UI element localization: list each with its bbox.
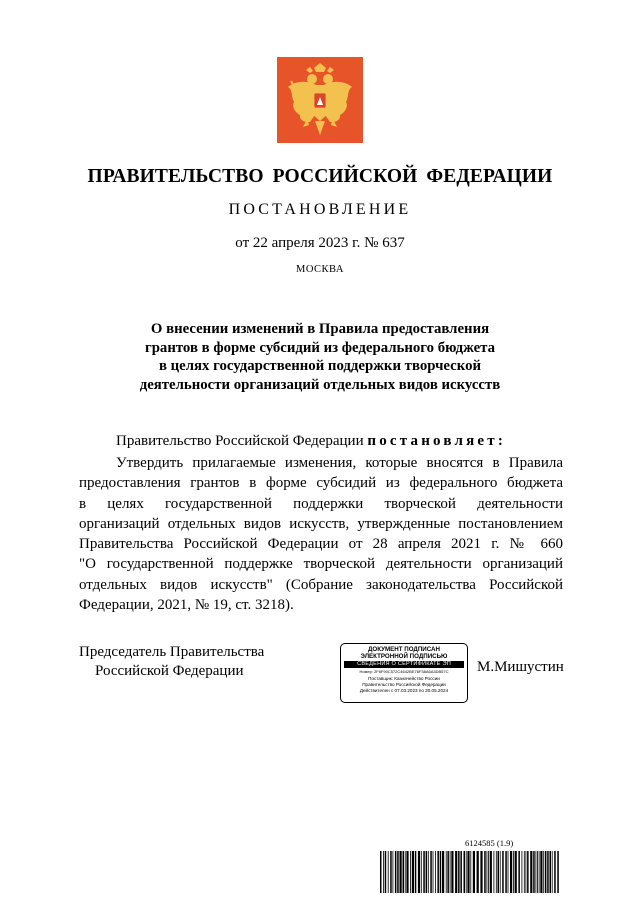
barcode bbox=[380, 851, 562, 898]
government-title: ПРАВИТЕЛЬСТВО РОССИЙСКОЙ ФЕДЕРАЦИИ bbox=[87, 166, 553, 187]
signatory-position bbox=[79, 643, 264, 681]
document-type: ПОСТАНОВЛЕНИЕ bbox=[228, 201, 412, 218]
stamp-line: Правительство Российской Федерации bbox=[362, 681, 446, 687]
stamp-certificate-header: СВЕДЕНИЯ О СЕРТИФИКАТЕ ЭП bbox=[344, 661, 464, 668]
body-line: Федерации, 2021, № 19, ст. 3218). bbox=[79, 597, 294, 614]
stamp-validity: Действителен с 07.03.2023 по 30.05.2024 bbox=[359, 687, 449, 693]
body-line: предоставления грантов в форме субсидий из федерального бюджета bbox=[79, 475, 563, 492]
document-body bbox=[79, 453, 563, 615]
body-line: Утвердить прилагаемые изменения, которые вносятся в Правила bbox=[116, 455, 563, 471]
subject-line: деятельности организаций отдельных видов искусств bbox=[139, 376, 501, 393]
signer-name: М.Мишустин bbox=[477, 659, 564, 675]
preamble bbox=[116, 433, 506, 450]
body-line: Правительства Российской Федерации от 28 апреля 2021 г. № 660 bbox=[79, 536, 563, 553]
subject-line: в целях государственной поддержки творческой bbox=[158, 358, 482, 374]
document-id: 6124585 (1.9) bbox=[465, 838, 514, 848]
body-line: "О государственной поддержке творческой деятельности организаций bbox=[79, 556, 563, 573]
stamp-line: ДОКУМЕНТ ПОДПИСАН bbox=[368, 646, 440, 653]
body-line: в целях государственной поддержки творческой деятельности bbox=[79, 495, 563, 512]
decree-word: постановляет: bbox=[367, 433, 507, 449]
position-line: Председатель Правительства bbox=[79, 644, 265, 660]
position-line: Российской Федерации bbox=[95, 663, 244, 679]
subject-line: грантов в форме субсидий из федерального бюджета bbox=[144, 339, 496, 356]
body-line: отдельных видов искусств" (Собрание законодательства Российской bbox=[79, 576, 563, 593]
stamp-line: Поставщик: Казначейство России bbox=[368, 675, 440, 681]
document-date-number: от 22 апреля 2023 г. № 637 bbox=[235, 235, 405, 251]
body-line: организаций отдельных видов искусств, утвержденные постановлением bbox=[79, 515, 563, 532]
document-city: МОСКВА bbox=[296, 264, 344, 275]
preamble-text: Правительство Российской Федерации bbox=[116, 433, 368, 449]
stamp-line: ЭЛЕКТРОННОЙ ПОДПИСЬЮ bbox=[360, 653, 448, 661]
document-subject bbox=[0, 320, 640, 394]
electronic-signature-stamp bbox=[340, 643, 468, 703]
stamp-cert-number: Номер: 2F6F90C572C4642BE76F38A6A3DB57C bbox=[359, 669, 449, 675]
state-emblem bbox=[277, 57, 363, 143]
subject-line: О внесении изменений в Правила предоставления bbox=[150, 321, 490, 337]
